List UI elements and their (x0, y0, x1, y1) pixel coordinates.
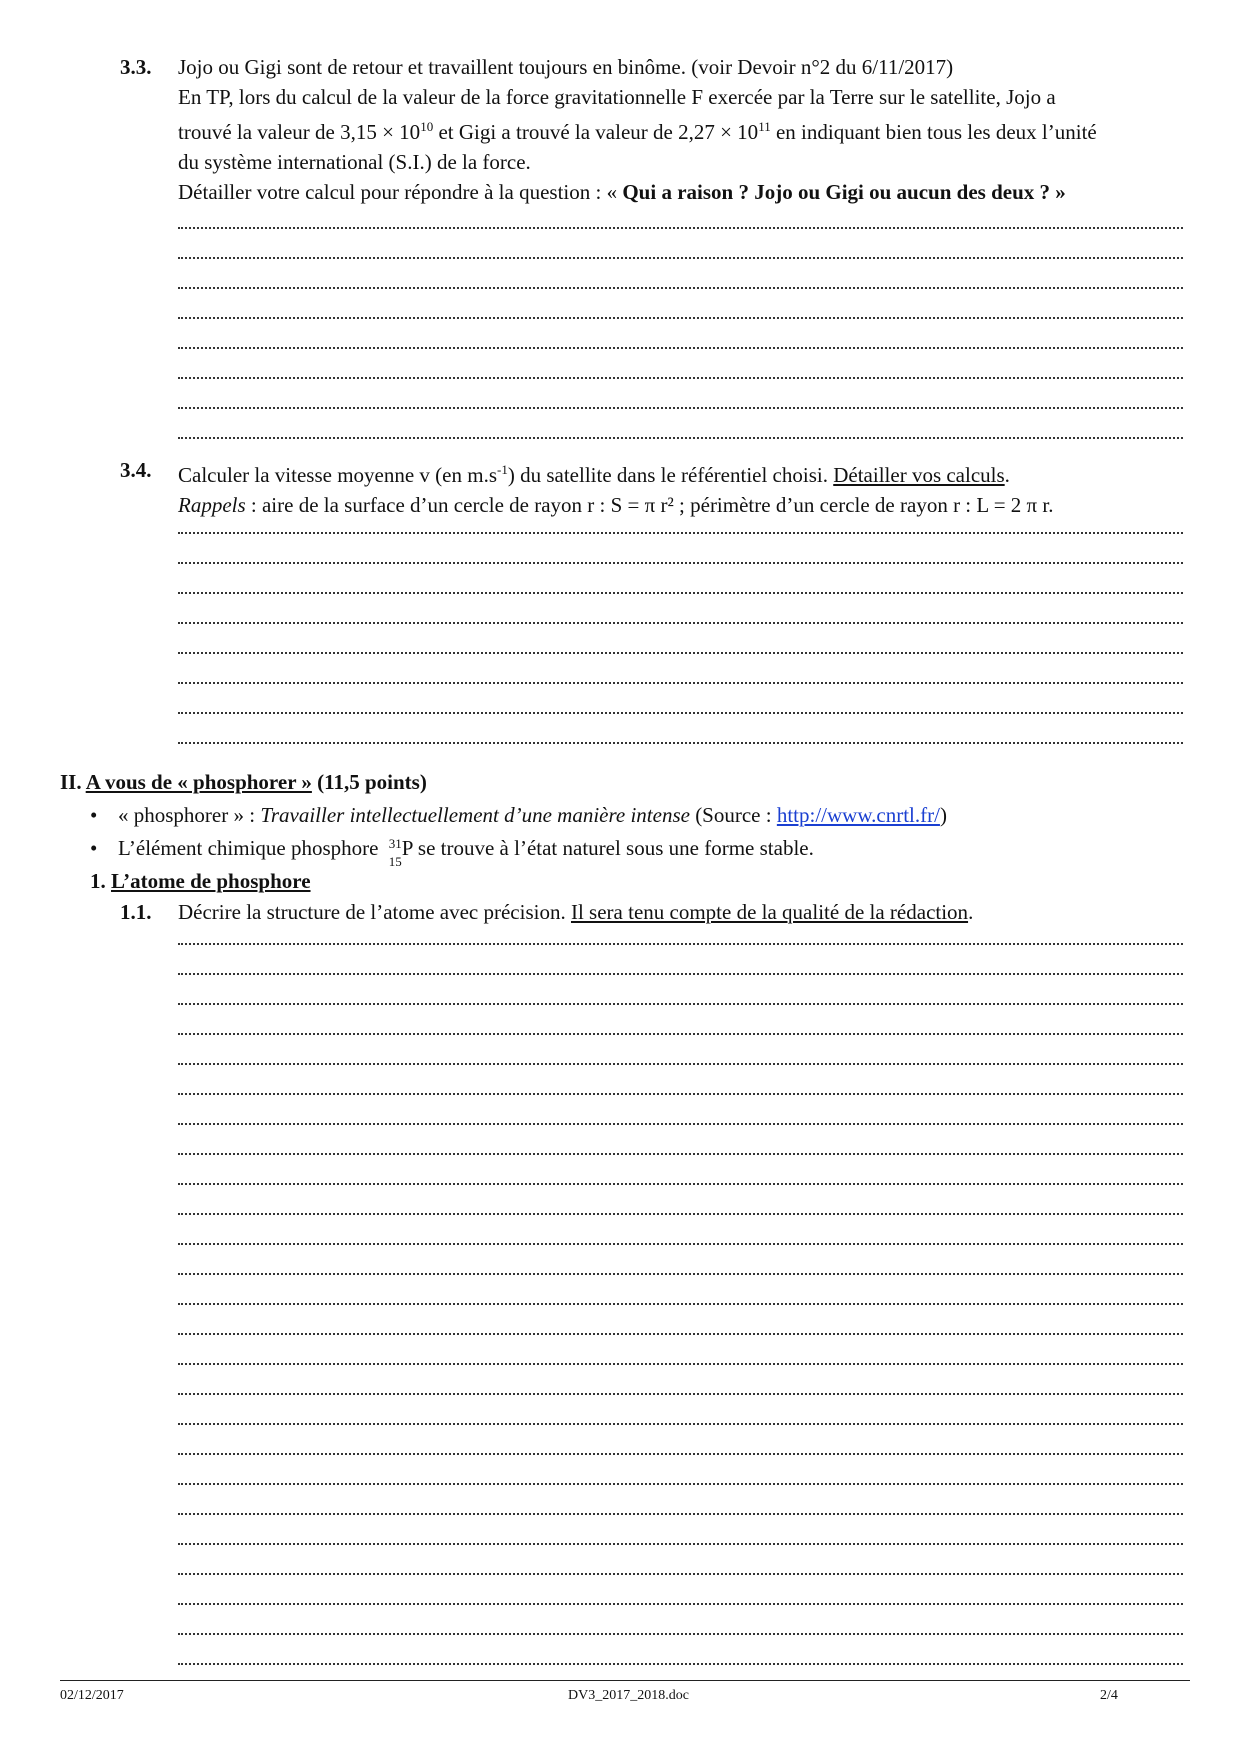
question-text (178, 52, 1188, 207)
subsection-number: 1. (90, 869, 111, 893)
answer-line[interactable] (178, 1153, 1183, 1155)
answer-line[interactable] (178, 407, 1183, 409)
footer-divider (60, 1680, 1190, 1681)
question-number: 3.3. (120, 55, 152, 79)
section-points: (11,5 points) (311, 770, 427, 794)
answer-line[interactable] (178, 742, 1183, 744)
answer-line[interactable] (178, 1603, 1183, 1605)
underlined-instruction: Il sera tenu compte de la qualité de la rédaction (570, 900, 969, 924)
answer-line[interactable] (178, 1363, 1183, 1365)
text-run: Calculer la vitesse moyenne v (en m.s (178, 463, 497, 487)
question-text (178, 897, 1188, 927)
question-number: 3.4. (120, 458, 152, 482)
exponent: 11 (758, 119, 771, 134)
answer-line[interactable] (178, 317, 1183, 319)
atomic-number: 15 (388, 854, 402, 869)
answer-line[interactable] (178, 1663, 1183, 1665)
answer-line[interactable] (178, 682, 1183, 684)
question-line (178, 897, 1188, 927)
answer-line[interactable] (178, 437, 1183, 439)
section-title: A vous de « phosphorer » (85, 770, 312, 794)
question-line (178, 490, 1188, 520)
answer-line[interactable] (178, 347, 1183, 349)
answer-line[interactable] (178, 1573, 1183, 1575)
rappels-label: Rappels (178, 493, 246, 517)
answer-line[interactable] (178, 1453, 1183, 1455)
answer-line[interactable] (178, 973, 1183, 975)
text-run: trouvé la valeur de 3,15 × 10 (178, 120, 421, 144)
question-line (178, 112, 1188, 147)
answer-line[interactable] (178, 287, 1183, 289)
text-run: Détailler votre calcul pour répondre à la question : « (178, 180, 623, 204)
bullet-item (90, 833, 814, 869)
footer-date: 02/12/2017 (60, 1688, 124, 1703)
exponent: -1 (497, 462, 508, 477)
text-run: : aire de la surface d’un cercle de rayon r : S = π r² ; périmètre d’un cercle de rayon r : L = 2 π r. (245, 493, 1054, 517)
question-emphasis: Qui a raison ? Jojo ou Gigi ou aucun des deux ? » (622, 180, 1066, 204)
bullet-icon: • (90, 836, 98, 860)
footer-page-number: 2/4 (1100, 1688, 1118, 1703)
text-run: « phosphorer » : (118, 803, 261, 827)
answer-line[interactable] (178, 377, 1183, 379)
text-run: ) (939, 803, 947, 827)
text-run: en indiquant bien tous les deux l’unité (770, 120, 1097, 144)
answer-line[interactable] (178, 1273, 1183, 1275)
text-run: se trouve à l’état naturel sous une forme stable. (412, 836, 814, 860)
definition: Travailler intellectuellement d’une manière intense (260, 803, 690, 827)
answer-line[interactable] (178, 943, 1183, 945)
question-text (178, 455, 1188, 520)
question-line: Jojo ou Gigi sont de retour et travaillent toujours en binôme. (voir Devoir n°2 du 6/11/2017) (178, 55, 954, 79)
answer-line[interactable] (178, 562, 1183, 564)
answer-line[interactable] (178, 1543, 1183, 1545)
answer-line[interactable] (178, 1243, 1183, 1245)
text-run: et Gigi a trouvé la valeur de 2,27 × 10 (433, 120, 759, 144)
answer-line[interactable] (178, 1483, 1183, 1485)
answer-line[interactable] (178, 622, 1183, 624)
element-symbol: P (401, 836, 413, 860)
exponent: 10 (420, 119, 434, 134)
answer-line[interactable] (178, 1033, 1183, 1035)
section-number: II. (60, 770, 86, 794)
answer-line[interactable] (178, 1093, 1183, 1095)
underlined-instruction: Détailler vos calculs (833, 463, 1005, 487)
source-link[interactable]: http://www.cnrtl.fr/ (776, 803, 940, 827)
text-run: ) du satellite dans le référentiel choisi. (507, 463, 834, 487)
question-line: En TP, lors du calcul de la valeur de la force gravitationnelle F exercée par la Terre sur le satellite, Jojo a (178, 85, 1056, 109)
answer-line[interactable] (178, 1333, 1183, 1335)
question-number: 1.1. (120, 900, 152, 924)
answer-line[interactable] (178, 1513, 1183, 1515)
answer-line[interactable] (178, 592, 1183, 594)
text-run: L’élément chimique phosphore (118, 836, 384, 860)
footer-filename: DV3_2017_2018.doc (568, 1688, 689, 1703)
question-line (178, 177, 1188, 207)
question-line (178, 455, 1188, 490)
mass-number: 31 (388, 836, 402, 851)
text-run: Décrire la structure de l’atome avec précision. (178, 900, 571, 924)
answer-line[interactable] (178, 1633, 1183, 1635)
answer-line[interactable] (178, 1123, 1183, 1125)
answer-line[interactable] (178, 1393, 1183, 1395)
bullet-item (90, 800, 947, 830)
answer-line[interactable] (178, 712, 1183, 714)
answer-line[interactable] (178, 1213, 1183, 1215)
answer-line[interactable] (178, 257, 1183, 259)
text-run: . (968, 900, 974, 924)
answer-line[interactable] (178, 227, 1183, 229)
text-run: (Source : (689, 803, 777, 827)
answer-line[interactable] (178, 652, 1183, 654)
question-line: du système international (S.I.) de la force. (178, 150, 531, 174)
answer-line[interactable] (178, 532, 1183, 534)
answer-line[interactable] (178, 1003, 1183, 1005)
subsection-heading (90, 866, 311, 896)
nuclide-notation (384, 833, 402, 869)
answer-line[interactable] (178, 1423, 1183, 1425)
section-heading (60, 767, 427, 797)
text-run: . (1004, 463, 1010, 487)
bullet-icon: • (90, 803, 98, 827)
subsection-title: L’atome de phosphore (111, 869, 311, 893)
answer-line[interactable] (178, 1063, 1183, 1065)
answer-line[interactable] (178, 1303, 1183, 1305)
answer-line[interactable] (178, 1183, 1183, 1185)
